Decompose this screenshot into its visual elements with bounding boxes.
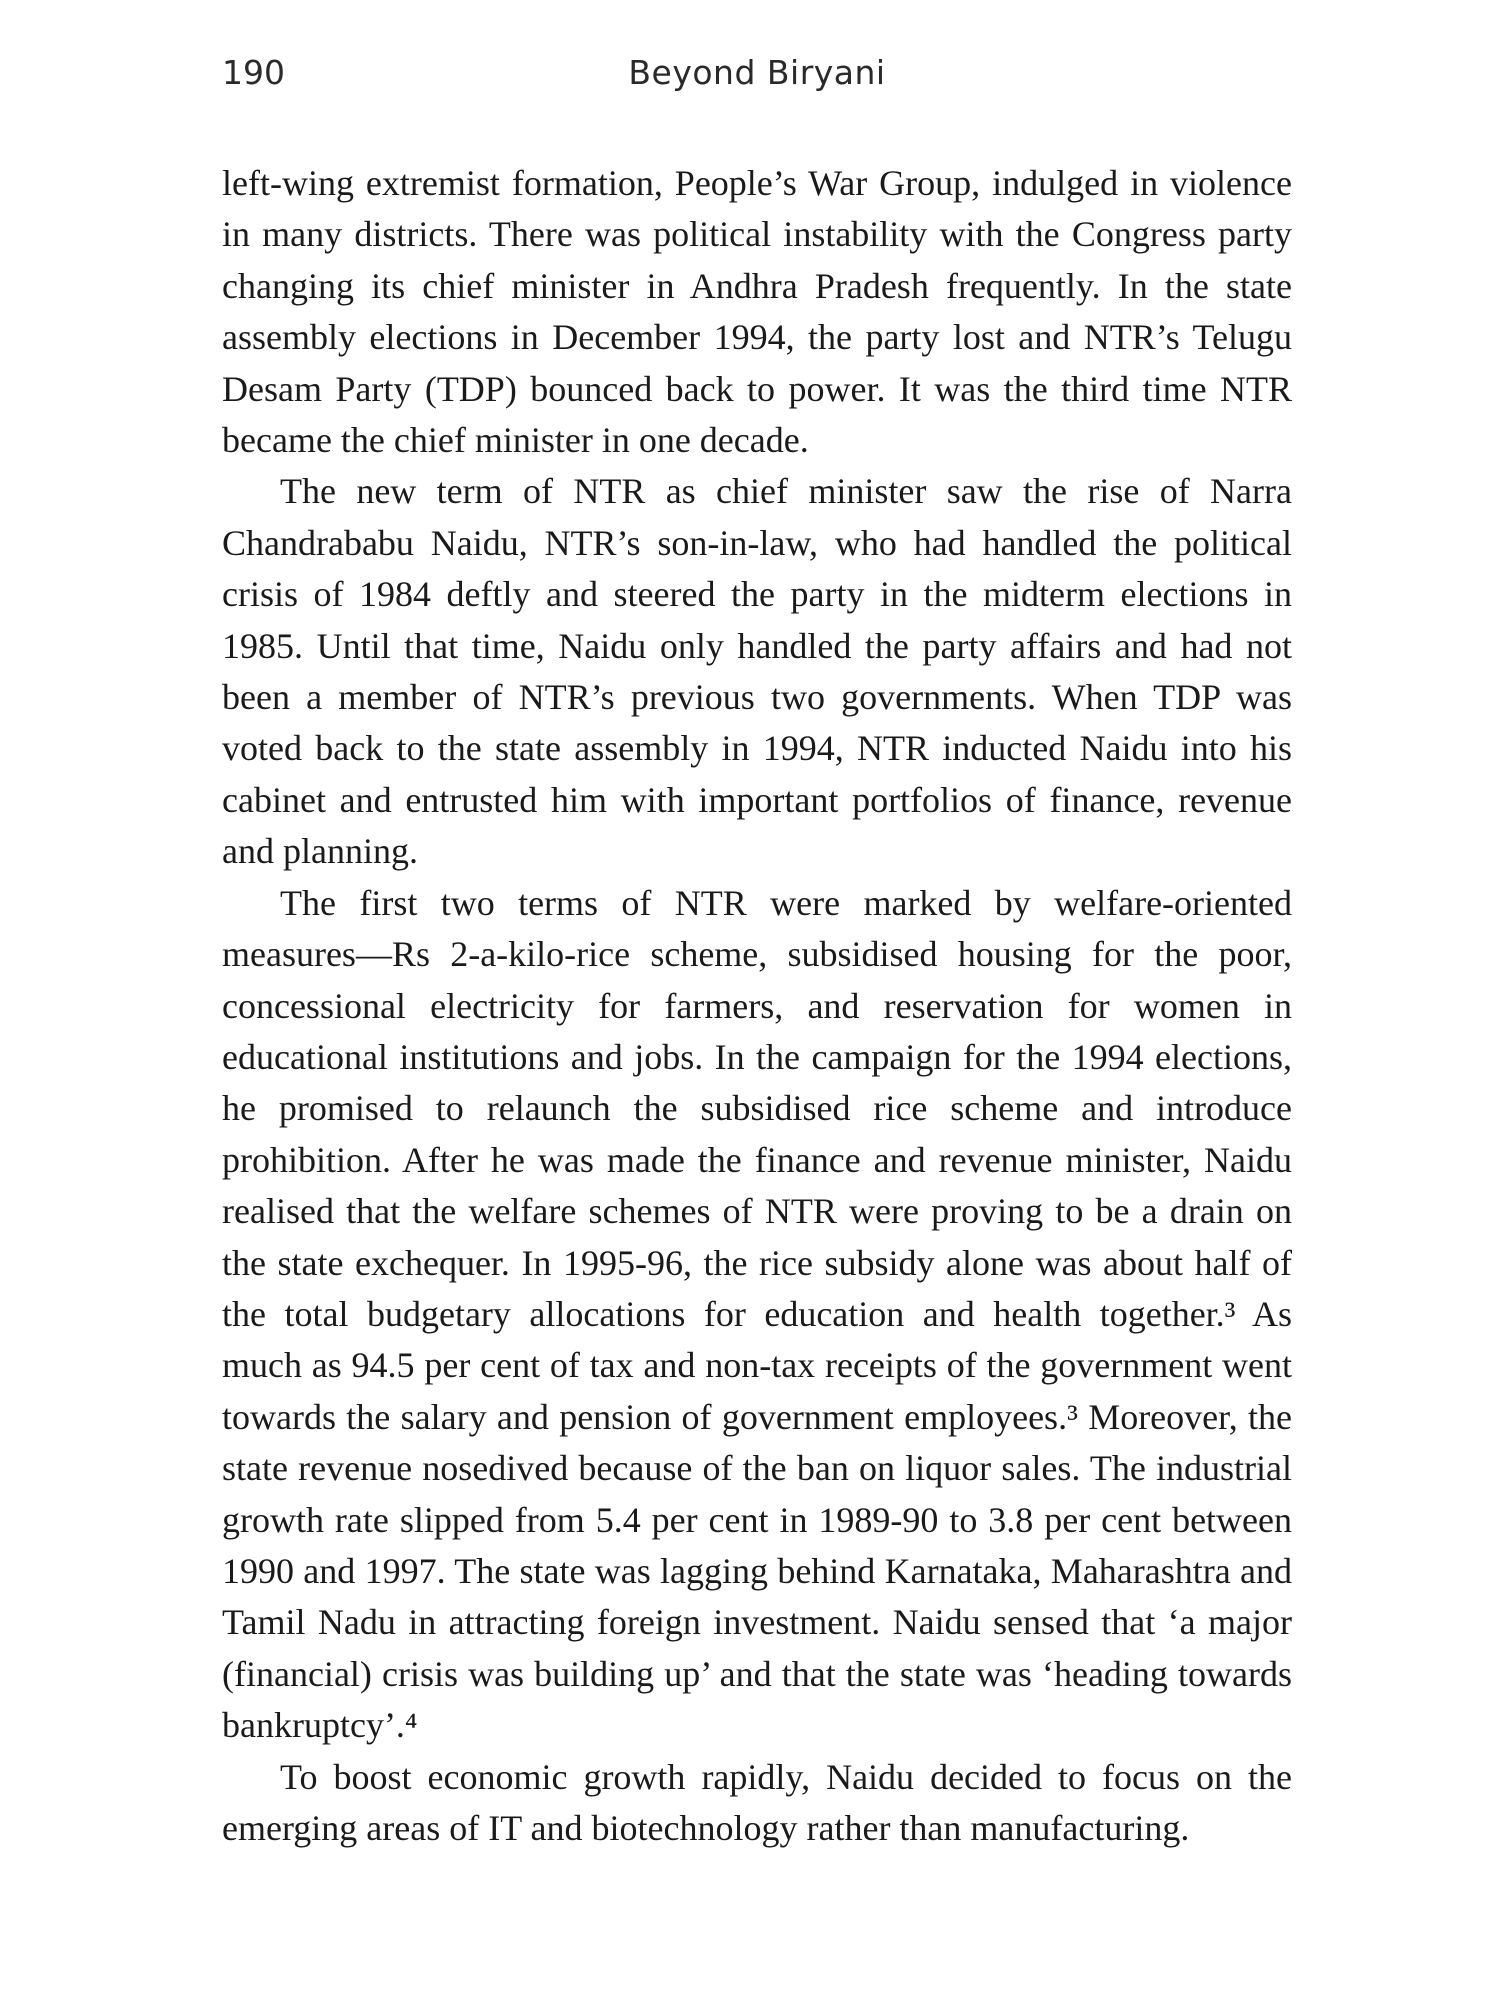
running-head [222, 48, 1292, 98]
paragraph-4: To boost economic growth rapidly, Naidu decided to focus on the emerging areas of IT and biotechnology rather than manufacturing. [222, 1756, 1292, 1848]
body-text [222, 158, 1292, 1854]
page-number: 190 [222, 53, 285, 92]
book-title: Beyond Biryani [628, 53, 886, 92]
paragraph-2: The new term of NTR as chief minister saw the rise of Narra Chandrababu Naidu, NTR’s son-in-law, who had handled the political crisis of 1984 deftly and steered the party in the midterm elections in 1985. Until that time, Naidu only handled the party affairs and had not been a member of NTR’s previous two governments. When TDP was voted back to the state assembly in 1994, NTR inducted Naidu into his cabinet and entrusted him with important portfolios of finance, revenue and planning. [222, 471, 1292, 872]
paragraph-1: left-wing extremist formation, People’s War Group, indulged in violence in many districts. There was political instability with the Congress party changing its chief minister in Andhra Pradesh frequently. In the state assembly elections in December 1994, the party lost and NTR’s Telugu Desam Party (TDP) bounced back to power. It was the third time NTR became the chief minister in one decade. [222, 163, 1292, 461]
paragraph-3: The first two terms of NTR were marked by welfare-oriented measures—Rs 2-a-kilo-rice scheme, subsidised housing for the poor, concessional electricity for farmers, and reservation for women in educational institutions and jobs. In the campaign for the 1994 elections, he promised to relaunch the subsidised rice scheme and introduce prohibition. After he was made the finance and revenue minister, Naidu realised that the welfare schemes of NTR were proving to be a drain on the state exchequer. In 1995-96, the rice subsidy alone was about half of the total budgetary allocations for education and health together.³ As much as 94.5 per cent of tax and non-tax receipts of the government went towards the salary and pension of government employees.³ Moreover, the state revenue nosedived because of the ban on liquor sales. The industrial growth rate slipped from 5.4 per cent in 1989-90 to 3.8 per cent between 1990 and 1997. The state was lagging behind Karnataka, Maharashtra and Tamil Nadu in attracting foreign investment. Naidu sensed that ‘a major (financial) crisis was building up’ and that the state was ‘heading towards bankruptcy’.⁴ [222, 882, 1292, 1746]
